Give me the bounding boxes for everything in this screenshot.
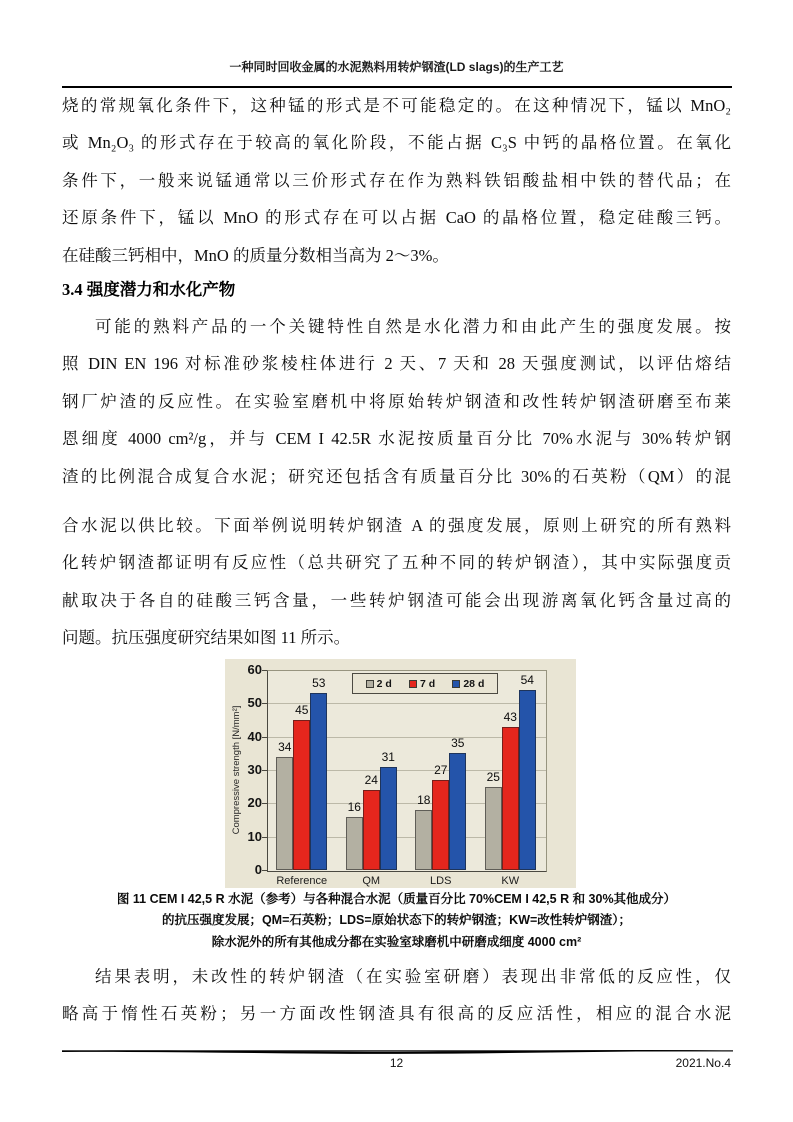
bar [346,817,363,870]
section-heading-3-4: 3.4 强度潜力和水化产物 [62,280,236,299]
bar-value-label: 45 [295,703,309,717]
page-number: 12 [389,1056,404,1070]
y-tick-mark [262,837,267,838]
x-tick-label: KW [501,875,520,887]
legend-swatch [452,680,460,688]
text-line: 除水泥外的所有其他成分都在实验室球磨机中研磨成细度 4000 cm² [211,934,582,949]
text-line: 渣的比例混合成复合水泥；研究还包括含有质量百分比 30%的石英粉（QM）的混 [62,466,731,486]
figure-11-bar-chart [225,659,576,888]
paragraph-strength-part2 [62,507,731,657]
legend-swatch [366,680,374,688]
paragraph-manganese [62,87,731,274]
bar [502,727,519,870]
legend-swatch [409,680,417,688]
legend-label: 7 d [419,677,436,690]
legend-item [409,678,435,690]
y-tick-mark [262,703,267,704]
text-line: 或 Mn₂O₃ 的形式存在于较高的氧化阶段，不能占据 C₃S 中钙的晶格位置。在氧化 [62,133,731,153]
legend-label: 28 d [463,677,485,690]
text-line: 结果表明，未改性的转炉钢渣（在实验室研磨）表现出非常低的反应性，仅 [95,967,731,986]
running-header-title: 一种同时回收金属的水泥熟料用转炉钢渣(LD slags)的生产工艺 [229,60,564,74]
text-line: 恩细度 4000 cm²/g，并与 CEM I 42.5R 水泥按质量百分比 70%水泥与 30%转炉钢 [62,429,731,449]
paragraph-strength-part1 [62,308,731,495]
y-tick-mark [262,803,267,804]
y-tick-mark [262,870,267,871]
text-line: 献取决于各自的硅酸三钙含量，一些转炉钢渣可能会出现游离氧化钙含量过高的 [62,590,731,610]
legend-label: 2 d [376,677,392,690]
text-line: 烧的常规氧化条件下，这种锰的形式是不可能稳定的。在这种情况下，锰以 MnO₂ [62,96,731,115]
text-line: 在硅酸三钙相中，MnO 的质量分数相当高为 2～3%。 [62,245,449,265]
text-line: 条件下，一般来说锰通常以三价形式存在作为熟料铁铝酸盐相中铁的替代品；在 [62,170,731,190]
y-tick-mark [262,670,267,671]
text-line: 图 11 CEM I 42,5 R 水泥（参考）与各种混合水泥（质量百分比 70%CEM I 42,5 R 和 30%其他成分） [116,892,677,906]
bar-value-label: 25 [486,769,500,784]
text-line: 化转炉钢渣都证明有反应性（总共研究了五种不同的转炉钢渣），其中实际强度贡 [62,553,731,573]
journal-issue-label: 2021.No.4 [675,1056,731,1070]
text-line: 合水泥以供比较。下面举例说明转炉钢渣 A 的强度发展，原则上研究的所有熟料 [62,516,731,535]
text-line: 问题。抗压强度研究结果如图 11 所示。 [62,628,351,648]
y-axis-label: Compressive strength [N/mm²] [231,705,242,835]
bar [310,693,327,870]
bar-value-label: 24 [364,773,378,787]
bar-value-label: 43 [503,709,517,724]
bar-value-label: 53 [312,676,326,691]
y-tick-mark [262,737,267,738]
x-tick-label: QM [362,875,381,887]
bar-value-label: 54 [520,673,534,687]
bar-value-label: 27 [434,763,448,777]
bar [276,757,293,870]
footer-rule [62,1046,733,1056]
text-line: 钢厂炉渣的反应性。在实验室磨机中将原始转炉钢渣和改性转炉钢渣研磨至布莱 [62,391,731,411]
bar-value-label: 31 [381,749,395,764]
text-line: 略高于惰性石英粉；另一方面改性钢渣具有很高的反应活性，相应的混合水泥 [62,1004,731,1024]
bar-value-label: 18 [417,793,431,807]
x-tick-label: LDS [430,875,452,887]
y-tick-mark [262,770,267,771]
text-line: 可能的熟料产品的一个关键特性自然是水化潜力和由此产生的强度发展。按 [95,317,731,336]
text-line: 照 DIN EN 196 对标准砂浆棱柱体进行 2 天、7 天和 28 天强度测试，以评估熔结 [62,354,731,374]
legend-item [366,678,392,690]
y-tick-label: 40 [247,728,262,744]
text-line: 还原条件下，锰以 MnO 的形式存在可以占据 CaO 的晶格位置，稳定硅酸三钙。 [62,208,731,228]
legend-item [452,678,484,690]
bar-value-label: 34 [278,739,292,754]
y-tick-label: 30 [247,762,262,777]
bar-value-label: 35 [451,736,465,751]
bar [485,787,502,870]
chart-legend [352,673,498,694]
y-tick-label: 50 [247,695,262,711]
figure-caption [62,889,731,953]
text-line: 的抗压强度发展；QM=石英粉；LDS=原始状态下的转炉钢渣；KW=改性转炉钢渣）； [161,913,632,928]
paragraph-results [62,958,731,1033]
bar-value-label: 16 [347,799,361,814]
bar [415,810,432,870]
y-tick-label: 20 [247,795,262,811]
y-tick-label: 10 [247,828,262,844]
y-tick-label: 0 [254,862,262,877]
y-tick-label: 60 [247,662,262,677]
x-tick-label: Reference [276,875,328,887]
